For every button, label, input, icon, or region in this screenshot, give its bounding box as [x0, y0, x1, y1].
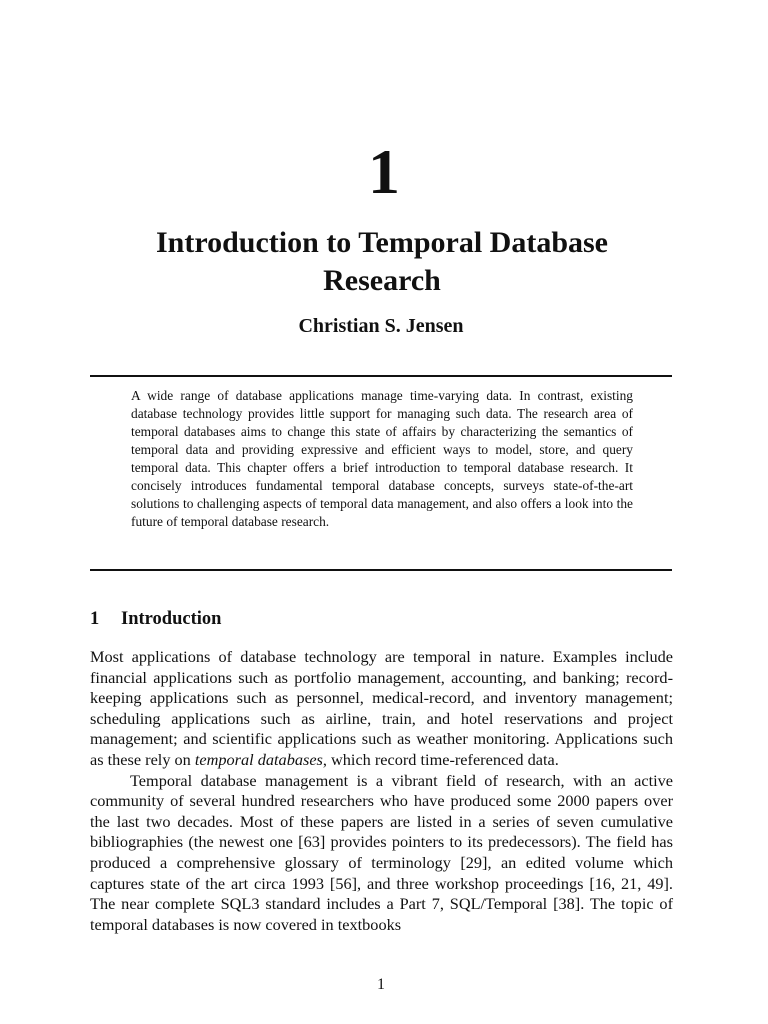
body-text — [90, 647, 673, 935]
page-number: 1 — [377, 976, 385, 993]
section-heading — [90, 606, 221, 632]
section-number: 1 — [90, 609, 100, 629]
chapter-number: 1 — [368, 136, 400, 207]
author-name: Christian S. Jensen — [298, 315, 464, 337]
paragraph-1-text: Most applications of database technology are temporal in nature. Examples include financial applications such as portfolio management, accounting, and banking; record-keeping applications such as personnel, medical-record, and inventory management; scheduling applications such as airline, train, and hotel reservations and project management; and scientific applications such as weather monitoring. Applications such as these rely on — [90, 647, 673, 769]
emphasis-temporal-databases: temporal databases — [194, 749, 323, 769]
paragraph-1-text-end: , which record time-referenced data. — [322, 749, 559, 769]
chapter-title: Introduction to Temporal Database Research — [156, 226, 608, 297]
section-title: Introduction — [121, 609, 222, 629]
body-paragraph-1 — [90, 647, 673, 771]
abstract-bottom-rule — [90, 569, 672, 571]
abstract-top-rule — [90, 375, 672, 377]
body-paragraph-2: Temporal database management is a vibrant field of research, with an active community of several hundred researchers who have produced some 2000 papers over the last two decades. Most of these papers are listed in a series of seven cumulative bibliographies (the newest one [63] provides pointers to its predecessors). The field has produced a comprehensive glossary of terminology [29], an edited volume which captures state of the art circa 1993 [56], and three workshop proceedings [16, 21, 49]. The near complete SQL3 standard includes a Part 7, SQL/Temporal [38]. The topic of temporal databases is now covered in textbooks — [90, 770, 673, 934]
abstract-text: A wide range of database applications manage time-varying data. In contrast, existing database technology provides little support for managing such data. The research area of temporal databases aims to change this state of affairs by characterizing the semantics of temporal data and providing expressive and efficient ways to model, store, and query temporal data. This chapter offers a brief introduction to temporal database research. It concisely introduces fundamental temporal database concepts, surveys state-of-the-art solutions to challenging aspects of temporal data management, and also offers a look into the future of temporal database research. — [131, 388, 633, 529]
